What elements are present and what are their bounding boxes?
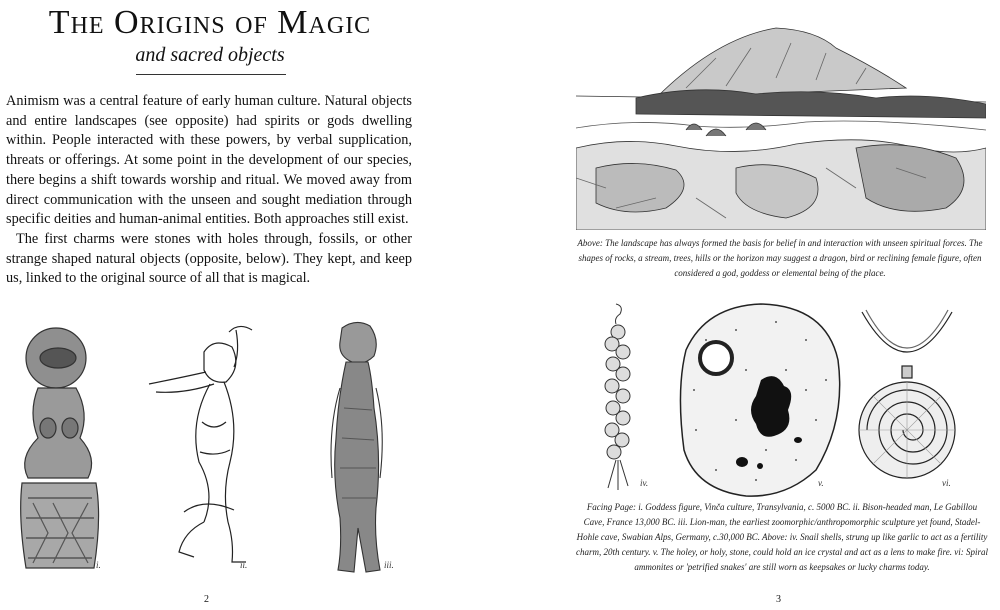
figure-label-iv: iv. — [640, 478, 649, 488]
holey-stone-illustration — [676, 300, 846, 500]
figure-label-iii: iii. — [384, 560, 394, 570]
bison-headed-man-illustration — [144, 322, 264, 572]
paragraph-1: Animism was a central feature of early human culture. Natural objects and entire landscapes (see opposite) had spirits or gods dwelling within. People interacted with these powers, by verbal supplication, threats or offerings. At some point in the development of our species, there begins a shift towards worship and ritual. We moved away from direct communication with the unseen and sought mediation through specific deities and human-animal entities. Both approaches still exist. — [6, 93, 412, 228]
page-number-left: 2 — [204, 594, 209, 605]
page-number-right: 3 — [776, 594, 781, 605]
goddess-figure-illustration — [8, 318, 118, 580]
page-subtitle: and sacred objects — [135, 44, 285, 66]
figure-label-i: i. — [96, 560, 101, 570]
lion-man-illustration — [318, 318, 398, 580]
right-page — [500, 0, 1000, 610]
facing-page-caption: Facing Page: i. Goddess figure, Vinča culture, Transylvania, c. 5000 BC. ii. Bison-headed man, Le Gabillou Cave, France 13,000 BC. iii. Lion-man, the earliest zoomorphic/anthropomorphic sculpture yet found, Stadel-Hohle cave, Swabian Alps, Germany, c.30,000 BC. Above: iv. Snail shells, strung up like garlic to act as a fertility charm, 20th century. v. The holey, or holy, stone, could hold an ice crystal and act as a lens to make fire. vi: Spiral ammonites or 'petrified snakes' are still worn as keepsakes or lucky charms today. — [576, 502, 988, 572]
body-text — [6, 92, 412, 289]
snail-shell-string-illustration — [598, 302, 638, 492]
page-title: The Origins of Magic — [48, 4, 372, 41]
landscape-engraving — [576, 18, 986, 230]
figure-label-ii: ii. — [240, 560, 248, 570]
paragraph-2: The first charms were stones with holes through, fossils, or other strange shaped natural objects (opposite, below). They kept, and keep us, linked to the original source of all that is magical. — [6, 230, 412, 287]
landscape-caption: Above: The landscape has always formed the basis for belief in and interaction with unseen spiritual forces. The shapes of rocks, a stream, trees, hills or the horizon may suggest a dragon, bird or reclining female figure, often considered a god, goddess or elemental being of the place. — [577, 238, 983, 278]
figure-label-v: v. — [818, 478, 824, 488]
figure-label-vi: vi. — [942, 478, 951, 488]
ammonite-pendant-illustration — [852, 302, 962, 492]
title-divider — [136, 74, 286, 75]
